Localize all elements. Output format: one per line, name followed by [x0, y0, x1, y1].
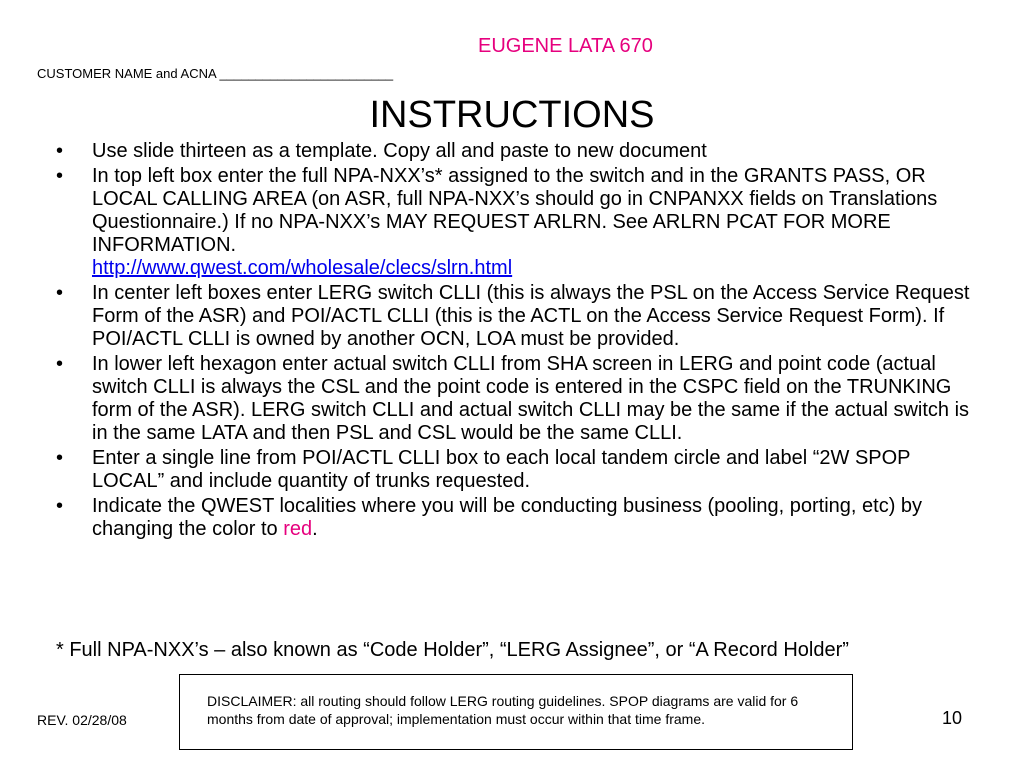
- disclaimer-box: [179, 674, 853, 750]
- disclaimer-text: DISCLAIMER: all routing should follow LERG routing guidelines. SPOP diagrams are valid for 6 months from date of approval; implementation must occur within that time frame.: [207, 693, 799, 727]
- bullet-icon: •: [56, 282, 64, 304]
- revision-date: REV. 02/28/08: [37, 712, 127, 728]
- footnote: * Full NPA-NXX’s – also known as “Code Holder”, “LERG Assignee”, or “A Record Holder”: [56, 639, 849, 661]
- bullet-icon: •: [56, 447, 64, 469]
- lata-title: EUGENE LATA 670: [478, 35, 653, 57]
- instruction-text: In center left boxes enter LERG switch CLLI (this is always the PSL on the Access Service Request Form of the ASR) and POI/ACTL CLLI (this is the ACTL on the Access Service Request Form). If POI/ACTL CLLI is owned by another OCN, LOA must be provided.: [92, 282, 970, 350]
- customer-name-acna-line: CUSTOMER NAME and ACNA ________________________: [37, 66, 394, 81]
- instruction-list: [50, 140, 970, 543]
- instruction-text: Indicate the QWEST localities where you will be conducting business (pooling, porting, etc) by changing the color to: [92, 495, 923, 540]
- list-item: [50, 495, 970, 541]
- instruction-text: Enter a single line from POI/ACTL CLLI box to each local tandem circle and label “2W SPOP LOCAL” and include quantity of trunks requested.: [92, 447, 911, 492]
- instruction-text: In top left box enter the full NPA-NXX’s* assigned to the switch and in the GRANTS PASS, OR LOCAL CALLING AREA (on ASR, full NPA-NXX’s should go in CNPANXX fields on Translations Questionnaire.) If no NPA-NXX’s MAY REQUEST ARLRN. See ARLRN PCAT FOR MORE INFORMATION.: [92, 165, 938, 256]
- page-title: INSTRUCTIONS: [369, 94, 655, 136]
- slrn-link[interactable]: http://www.qwest.com/wholesale/clecs/slrn.html: [92, 257, 513, 279]
- page-number: 10: [942, 708, 963, 728]
- bullet-icon: •: [56, 495, 64, 517]
- instruction-text: In lower left hexagon enter actual switch CLLI from SHA screen in LERG and point code (actual switch CLLI is always the CSL and the point code is entered in the CSPC field on the TRUNKING form of the ASR). LERG switch CLLI and actual switch CLLI may be the same if the actual switch is in the same LATA and then PSL and CSL would be the same CLLI.: [92, 353, 970, 444]
- list-item: [50, 140, 970, 163]
- list-item: [50, 353, 970, 445]
- red-word: red: [283, 518, 313, 540]
- bullet-icon: •: [56, 353, 64, 375]
- bullet-icon: •: [56, 140, 64, 162]
- instruction-text-end: .: [312, 518, 318, 540]
- list-item: [50, 282, 970, 351]
- instruction-text: Use slide thirteen as a template. Copy all and paste to new document: [92, 140, 707, 162]
- bullet-icon: •: [56, 165, 64, 187]
- list-item: [50, 447, 970, 493]
- list-item: [50, 165, 970, 280]
